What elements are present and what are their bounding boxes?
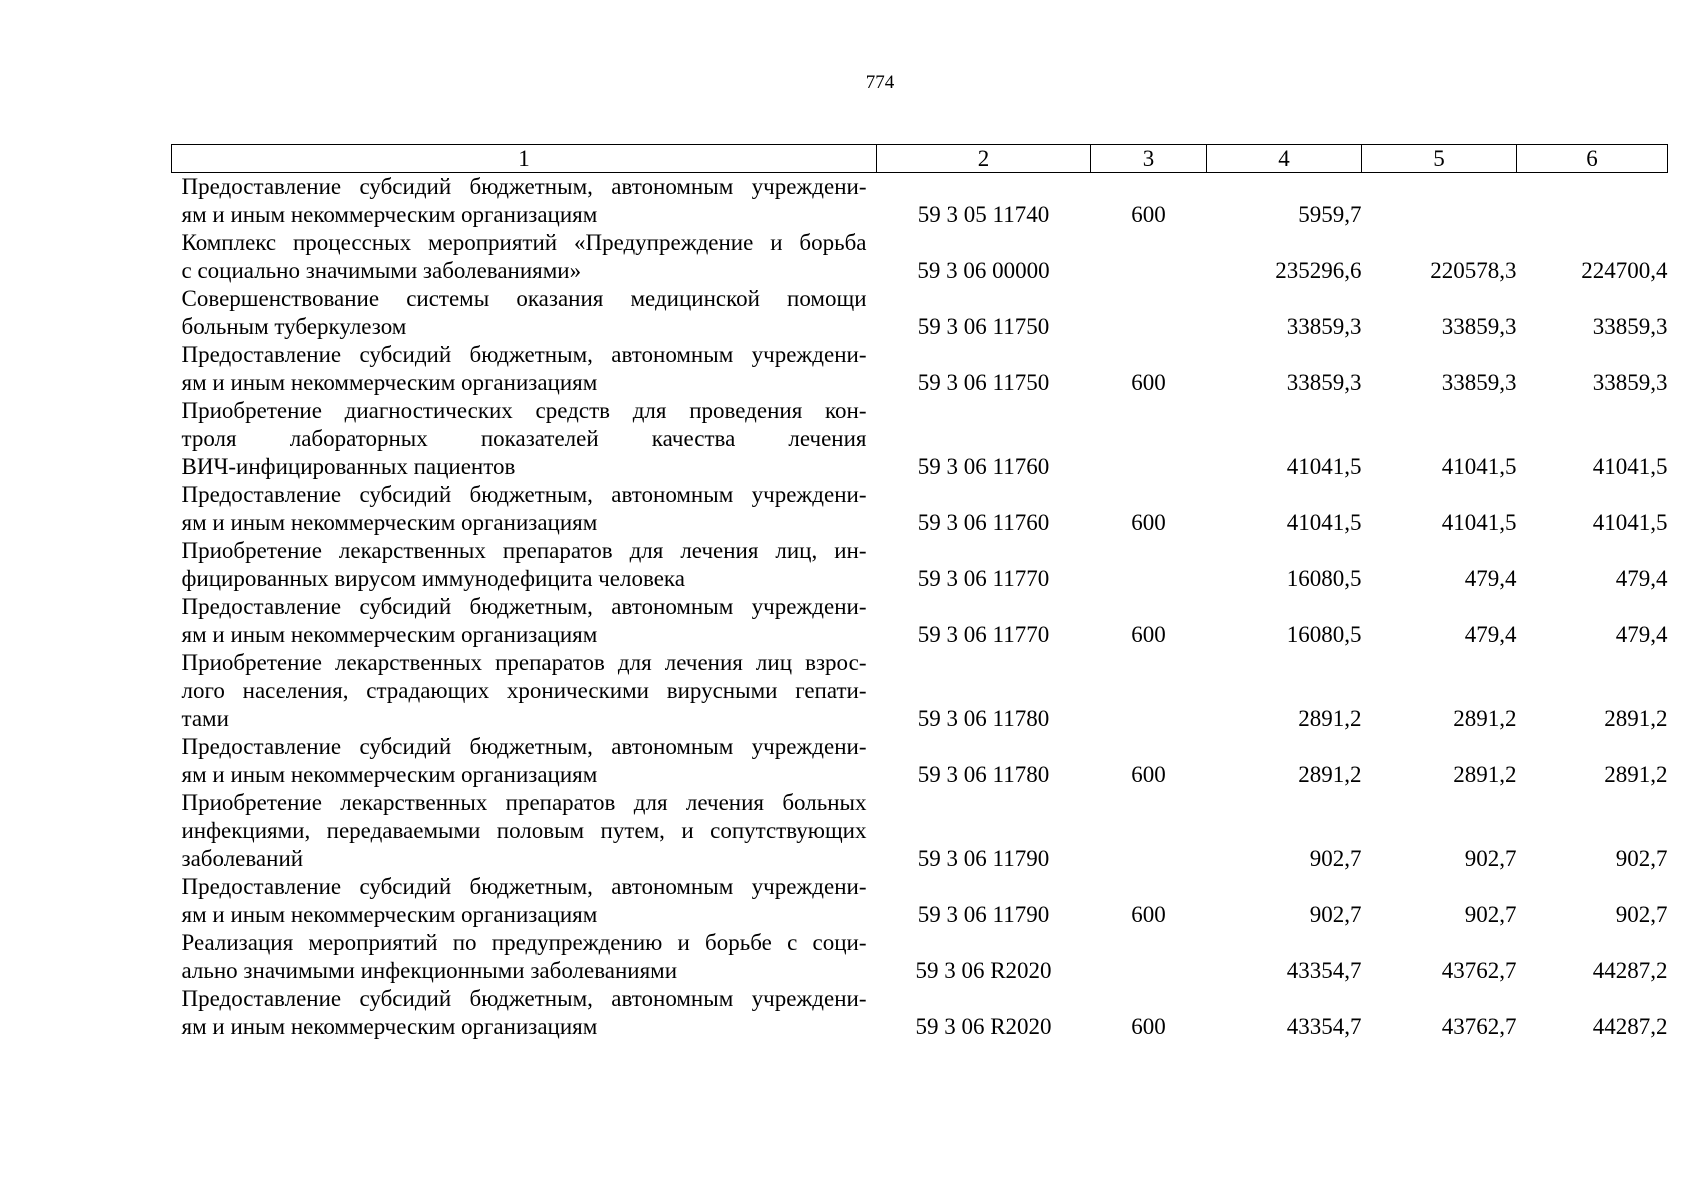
- table-row: [172, 173, 1668, 230]
- row-value-col6: [1517, 173, 1668, 230]
- row-name-line: тами: [181, 706, 229, 731]
- row-name-line: заболеваний: [181, 846, 304, 871]
- row-value-col4: 41041,5: [1286, 510, 1362, 535]
- row-name-line: Совершенствование системы оказания медицинской помощи: [181, 286, 867, 311]
- table-row: [172, 733, 1668, 789]
- row-value-col5: 33859,3: [1441, 370, 1517, 395]
- row-code: 59 3 06 11760: [917, 510, 1050, 535]
- row-name: [172, 173, 877, 230]
- row-name-line: инфекциями, передаваемыми половым путем, и сопутствующих: [181, 818, 867, 843]
- row-value-col4: 16080,5: [1286, 566, 1362, 591]
- header-col-5: 5: [1362, 145, 1517, 173]
- row-value-col4: 902,7: [1309, 846, 1362, 871]
- row-value-col4: 33859,3: [1286, 314, 1362, 339]
- table-body: [172, 173, 1668, 1042]
- row-name-line: Предоставление субсидий бюджетным, автономным учреждени-: [181, 482, 867, 507]
- row-code: 59 3 06 11750: [917, 370, 1050, 395]
- row-value-col4: 2891,2: [1298, 762, 1362, 787]
- row-name: [172, 733, 877, 789]
- row-expense-type: 600: [1131, 510, 1166, 535]
- row-name: [172, 481, 877, 537]
- row-code: 59 3 06 11790: [917, 846, 1050, 871]
- table-row: [172, 789, 1668, 873]
- row-name-line: Реализация мероприятий по предупреждению и борьбе с соци-: [181, 930, 867, 955]
- row-name-line: фицированных вирусом иммунодефицита человека: [181, 566, 685, 591]
- table-row: [172, 229, 1668, 285]
- row-name-line: Приобретение диагностических средств для проведения кон-: [181, 398, 867, 423]
- table-row: [172, 649, 1668, 733]
- row-value-col6: 902,7: [1615, 846, 1668, 871]
- row-name-line: Приобретение лекарственных препаратов для лечения больных: [181, 790, 867, 815]
- row-value-col5: 2891,2: [1453, 762, 1517, 787]
- row-value-col5: 33859,3: [1441, 314, 1517, 339]
- row-expense-type: [1091, 229, 1207, 285]
- row-name-line: Комплекс процессных мероприятий «Предупреждение и борьба: [181, 230, 867, 255]
- row-name-line: Приобретение лекарственных препаратов для лечения лиц взрос-: [181, 650, 867, 675]
- row-value-col6: 902,7: [1615, 902, 1668, 927]
- row-value-col6: 44287,2: [1592, 958, 1668, 983]
- table-row: [172, 873, 1668, 929]
- row-name-line: ям и иным некоммерческим организациям: [181, 202, 598, 227]
- row-value-col4: 902,7: [1309, 902, 1362, 927]
- budget-table: [171, 144, 1668, 1041]
- header-col-6: 6: [1517, 145, 1668, 173]
- row-name-line: Предоставление субсидий бюджетным, автономным учреждени-: [181, 874, 867, 899]
- row-name-line: ям и иным некоммерческим организациям: [181, 370, 598, 395]
- row-value-col6: 2891,2: [1604, 762, 1668, 787]
- row-name-line: Предоставление субсидий бюджетным, автономным учреждени-: [181, 342, 867, 367]
- row-code: 59 3 06 00000: [917, 258, 1050, 283]
- row-name: [172, 537, 877, 593]
- row-name: [172, 341, 877, 397]
- page-number: 774: [865, 72, 895, 93]
- row-value-col6: 44287,2: [1592, 1014, 1668, 1039]
- row-value-col6: 224700,4: [1581, 258, 1668, 283]
- row-expense-type: 600: [1131, 1014, 1166, 1039]
- row-name-line: ям и иным некоммерческим организациям: [181, 762, 598, 787]
- row-value-col5: 2891,2: [1453, 706, 1517, 731]
- row-code: 59 3 06 11760: [917, 454, 1050, 479]
- row-value-col4: 43354,7: [1286, 1014, 1362, 1039]
- row-value-col5: 902,7: [1464, 902, 1517, 927]
- row-name-line: ям и иным некоммерческим организациям: [181, 622, 598, 647]
- row-code: 59 3 06 11780: [917, 762, 1050, 787]
- row-expense-type: [1091, 789, 1207, 873]
- header-col-3: 3: [1091, 145, 1207, 173]
- row-value-col6: 33859,3: [1592, 370, 1668, 395]
- row-name-line: ально значимыми инфекционными заболеваниями: [181, 958, 678, 983]
- row-name: [172, 285, 877, 341]
- row-expense-type: 600: [1131, 370, 1166, 395]
- row-value-col4: 2891,2: [1298, 706, 1362, 731]
- row-name-line: ям и иным некоммерческим организациям: [181, 1014, 598, 1039]
- header-col-1: 1: [172, 145, 877, 173]
- row-value-col5: 43762,7: [1441, 958, 1517, 983]
- table-row: [172, 481, 1668, 537]
- row-value-col4: 16080,5: [1286, 622, 1362, 647]
- row-value-col5: 479,4: [1464, 622, 1517, 647]
- header-col-2: 2: [877, 145, 1091, 173]
- row-code: 59 3 06 11770: [917, 622, 1050, 647]
- row-name-line: Предоставление субсидий бюджетным, автономным учреждени-: [181, 174, 867, 199]
- row-value-col5: 220578,3: [1430, 258, 1517, 283]
- table-row: [172, 593, 1668, 649]
- row-expense-type: [1091, 929, 1207, 985]
- table-row: [172, 537, 1668, 593]
- row-name-line: ям и иным некоммерческим организациям: [181, 902, 598, 927]
- row-value-col5: 479,4: [1464, 566, 1517, 591]
- row-name: [172, 649, 877, 733]
- row-value-col5: [1362, 173, 1517, 230]
- row-expense-type: 600: [1131, 622, 1166, 647]
- row-value-col4: 43354,7: [1286, 958, 1362, 983]
- row-expense-type: 600: [1131, 902, 1166, 927]
- row-value-col6: 479,4: [1615, 622, 1668, 647]
- row-expense-type: [1091, 285, 1207, 341]
- row-code: 59 3 06 11780: [917, 706, 1050, 731]
- row-name: [172, 789, 877, 873]
- table-row: [172, 341, 1668, 397]
- header-col-4: 4: [1207, 145, 1362, 173]
- row-value-col6: 41041,5: [1592, 454, 1668, 479]
- row-name-line: с социально значимыми заболеваниями»: [181, 258, 582, 283]
- row-value-col5: 41041,5: [1441, 510, 1517, 535]
- row-name-line: лого населения, страдающих хроническими вирусными гепати-: [181, 678, 867, 703]
- row-code: 59 3 06 11750: [917, 314, 1050, 339]
- table-row: [172, 929, 1668, 985]
- row-code: 59 3 06 11770: [917, 566, 1050, 591]
- row-name: [172, 929, 877, 985]
- row-name-line: троля лабораторных показателей качества лечения: [181, 426, 867, 451]
- row-value-col4: 235296,6: [1275, 258, 1362, 283]
- header-row: [172, 145, 1668, 173]
- row-name: [172, 873, 877, 929]
- row-value-col6: 2891,2: [1604, 706, 1668, 731]
- table-row: [172, 985, 1668, 1041]
- row-name-line: Приобретение лекарственных препаратов для лечения лиц, ин-: [181, 538, 867, 563]
- row-expense-type: [1091, 649, 1207, 733]
- row-code: 59 3 05 11740: [917, 202, 1050, 227]
- row-value-col4: 33859,3: [1286, 370, 1362, 395]
- table-row: [172, 285, 1668, 341]
- row-name-line: ВИЧ-инфицированных пациентов: [181, 454, 516, 479]
- row-value-col5: 902,7: [1464, 846, 1517, 871]
- row-expense-type: 600: [1131, 762, 1166, 787]
- row-expense-type: 600: [1131, 202, 1166, 227]
- row-value-col4: 5959,7: [1298, 202, 1362, 227]
- row-value-col5: 41041,5: [1441, 454, 1517, 479]
- row-name: [172, 397, 877, 481]
- row-name: [172, 593, 877, 649]
- table-header: [172, 145, 1668, 173]
- row-name-line: Предоставление субсидий бюджетным, автономным учреждени-: [181, 594, 867, 619]
- row-name-line: Предоставление субсидий бюджетным, автономным учреждени-: [181, 986, 867, 1011]
- row-name-line: больным туберкулезом: [181, 314, 407, 339]
- row-code: 59 3 06 11790: [917, 902, 1050, 927]
- row-code: 59 3 06 R2020: [915, 958, 1052, 983]
- row-name-line: ям и иным некоммерческим организациям: [181, 510, 598, 535]
- row-value-col4: 41041,5: [1286, 454, 1362, 479]
- row-expense-type: [1091, 537, 1207, 593]
- row-expense-type: [1091, 397, 1207, 481]
- row-value-col6: 33859,3: [1592, 314, 1668, 339]
- row-value-col6: 41041,5: [1592, 510, 1668, 535]
- row-code: 59 3 06 R2020: [915, 1014, 1052, 1039]
- table-row: [172, 397, 1668, 481]
- row-value-col5: 43762,7: [1441, 1014, 1517, 1039]
- row-value-col6: 479,4: [1615, 566, 1668, 591]
- row-name-line: Предоставление субсидий бюджетным, автономным учреждени-: [181, 734, 867, 759]
- row-name: [172, 229, 877, 285]
- row-name: [172, 985, 877, 1041]
